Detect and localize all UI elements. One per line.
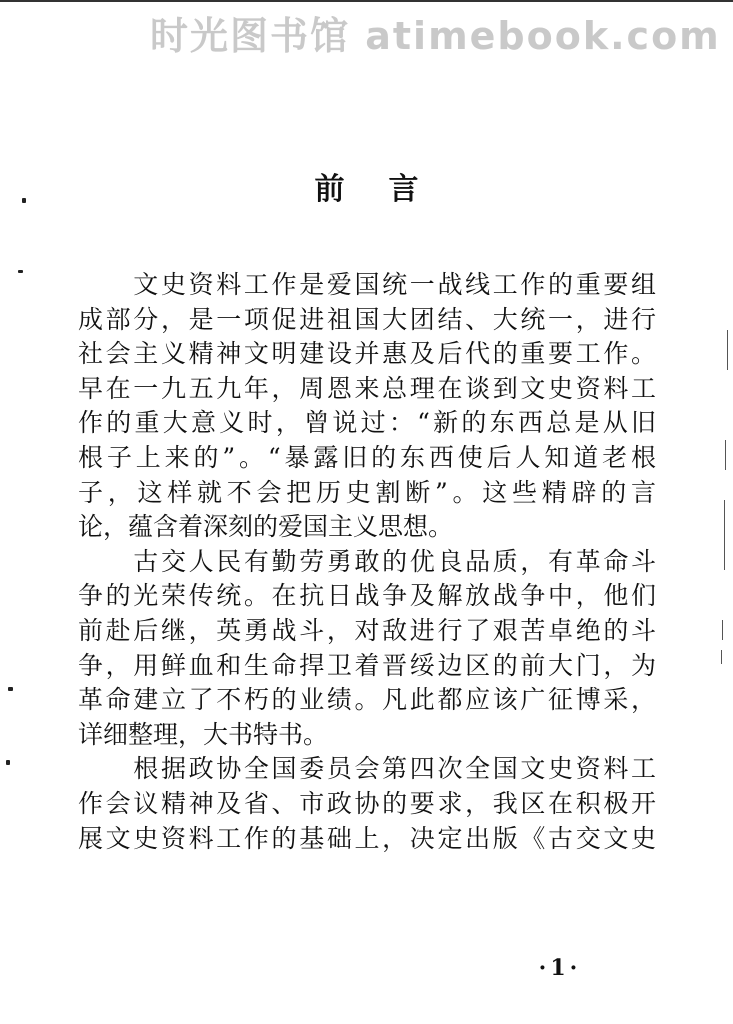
text-line: 文史资料工作是爱国统一战线工作的重要组 xyxy=(78,270,656,299)
scan-top-edge xyxy=(0,0,733,2)
scan-edge-line xyxy=(722,620,723,640)
scan-edge-line xyxy=(721,650,722,664)
paragraph-2 xyxy=(78,545,656,753)
page-number: ·1· xyxy=(538,955,582,981)
text-line: 古交人民有勤劳勇敢的优良品质，有革命斗 xyxy=(78,546,656,576)
scan-edge-line xyxy=(727,330,728,370)
scan-speck xyxy=(18,270,23,273)
text-line: 根子上来的”。“暴露旧的东西使后人知道老根 xyxy=(78,442,656,472)
text-line: 争，用鲜血和生命捍卫着晋绥边区的前大门，为 xyxy=(78,650,656,680)
paragraph-1 xyxy=(78,268,656,545)
text-line: 争的光荣传统。在抗日战争及解放战争中，他们 xyxy=(78,581,656,611)
page-title: 前言 xyxy=(314,172,463,207)
scan-speck xyxy=(8,687,13,691)
text-line: 早在一九五九年，周恩来总理在谈到文史资料工 xyxy=(78,373,656,403)
text-line: 论，蕴含着深刻的爱国主义思想。 xyxy=(78,512,454,542)
watermark: 时光图书馆 atimebook.com xyxy=(150,14,721,58)
scan-speck xyxy=(6,760,10,765)
text-line: 详细整理，大书特书。 xyxy=(78,719,329,749)
text-line: 社会主义精神文明建设并惠及后代的重要工作。 xyxy=(78,339,656,369)
text-line: 作会议精神及省、市政协的要求，我区在积极开 xyxy=(78,788,656,818)
body-text xyxy=(78,268,656,856)
text-line: 根据政协全国委员会第四次全国文史资料工 xyxy=(78,754,656,784)
scan-speck xyxy=(22,198,26,203)
text-line: 革命建立了不朽的业绩。凡此都应该广征博采， xyxy=(78,685,656,715)
text-line: 展文史资料工作的基础上，决定出版《古交文史 xyxy=(78,823,656,853)
paragraph-3 xyxy=(78,752,656,856)
scan-edge-line xyxy=(725,440,726,470)
text-line: 作的重大意义时，曾说过：“新的东西总是从旧 xyxy=(78,408,656,438)
text-line: 子，这样就不会把历史割断”。这些精辟的言 xyxy=(78,477,656,507)
scan-edge-line xyxy=(724,500,725,570)
text-line: 前赴后继，英勇战斗，对敌进行了艰苦卓绝的斗 xyxy=(78,615,656,645)
text-line: 成部分，是一项促进祖国大团结、大统一，进行 xyxy=(78,304,656,334)
